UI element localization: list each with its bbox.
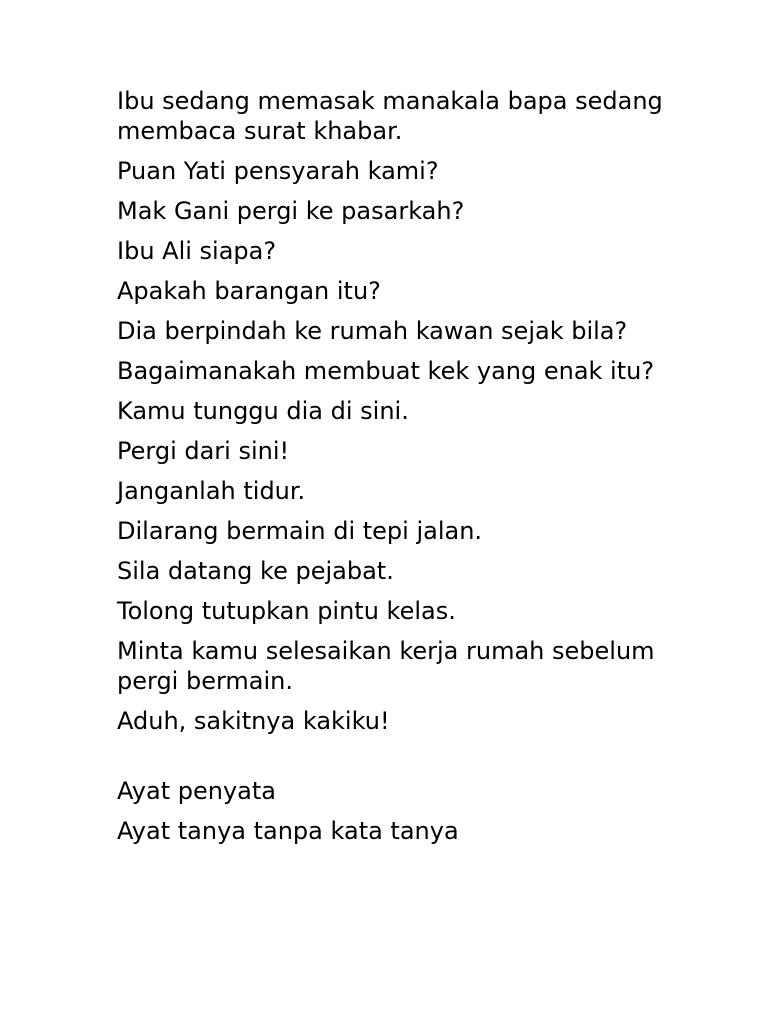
sentence-7: Bagaimanakah membuat kek yang enak itu? — [117, 357, 655, 385]
sentence-9: Pergi dari sini! — [117, 437, 290, 465]
category-1: Ayat penyata — [117, 777, 276, 805]
blank-line — [117, 746, 677, 776]
sentence-11: Dilarang bermain di tepi jalan. — [117, 517, 483, 545]
sentence-1: Ibu sedang memasak manakala bapa sedang membaca surat khabar. — [117, 87, 663, 145]
sentence-15: Aduh, sakitnya kakiku! — [117, 707, 390, 735]
sentence-4: Ibu Ali siapa? — [117, 237, 277, 265]
sentence-14: Minta kamu selesaikan kerja rumah sebelum pergi bermain. — [117, 637, 655, 695]
sentence-3: Mak Gani pergi ke pasarkah? — [117, 197, 465, 225]
sentence-12: Sila datang ke pejabat. — [117, 557, 394, 585]
sentence-10: Janganlah tidur. — [117, 477, 306, 505]
category-2: Ayat tanya tanpa kata tanya — [117, 817, 459, 845]
document-content — [117, 86, 677, 856]
sentence-2: Puan Yati pensyarah kami? — [117, 157, 439, 185]
sentence-6: Dia berpindah ke rumah kawan sejak bila? — [117, 317, 628, 345]
sentence-8: Kamu tunggu dia di sini. — [117, 397, 409, 425]
sentence-13: Tolong tutupkan pintu kelas. — [117, 597, 456, 625]
sentence-5: Apakah barangan itu? — [117, 277, 381, 305]
